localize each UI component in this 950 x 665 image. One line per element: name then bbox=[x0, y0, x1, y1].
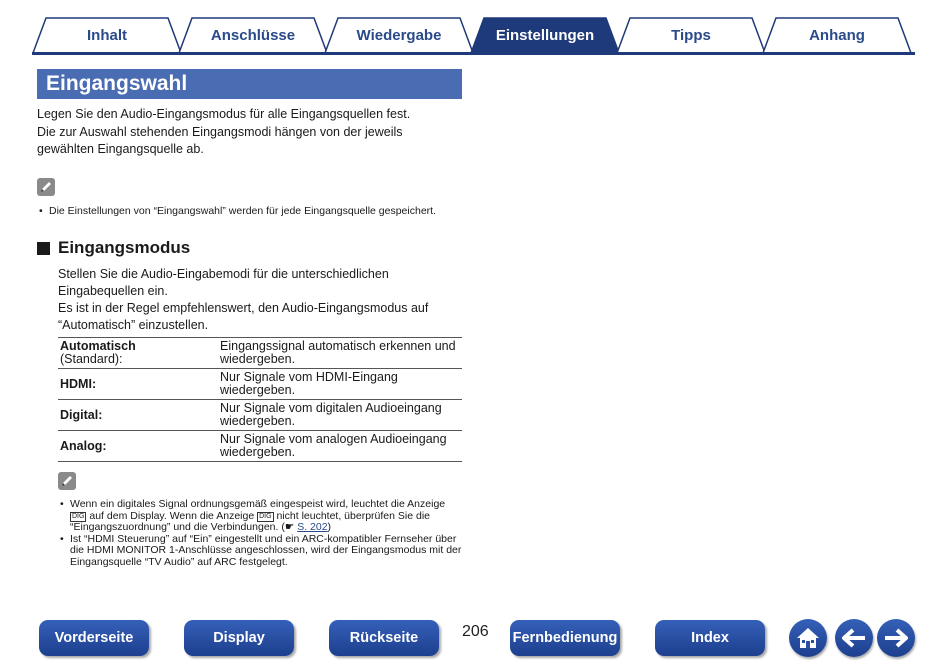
note-item: • Wenn ein digitales Signal ordnungsgemäß eingespeist wird, leuchtet die Anzeige DIG auf dem Display. Wenn die Anzeige DIG nicht leuchtet, überprüfen Sie die “Eingangszuordnung” und die Verbindungen. (☛ S. 202) bbox=[58, 499, 462, 534]
tab-label: Anschlüsse bbox=[210, 26, 296, 44]
note-text-part: auf dem Display. Wenn die Anzeige bbox=[89, 509, 255, 522]
note-text-part: nicht leuchtet, überprüfen Sie die “Eingangszuordnung” und die Verbindungen. bbox=[70, 509, 430, 533]
tab-label: Anhang bbox=[809, 26, 865, 44]
back-button[interactable] bbox=[835, 619, 873, 657]
arrow-right-icon bbox=[883, 628, 909, 648]
top-tab-bar bbox=[32, 17, 915, 55]
tab-einstellungen[interactable] bbox=[470, 17, 620, 53]
forward-button[interactable] bbox=[877, 619, 915, 657]
table-key-cell bbox=[58, 338, 218, 369]
dig-indicator-icon: DIG bbox=[259, 512, 272, 520]
tab-label: Einstellungen bbox=[495, 26, 595, 44]
note-text-part: Wenn ein digitales Signal ordnungsgemäß eingespeist wird, leuchtet die Anzeige bbox=[70, 498, 446, 510]
table-value-cell: Nur Signale vom digitalen Audioeingang wiedergeben. bbox=[218, 400, 462, 431]
mode-table bbox=[58, 337, 462, 462]
mode-name: HDMI: bbox=[60, 376, 97, 391]
tab-label: Tipps bbox=[671, 26, 711, 44]
table-row bbox=[58, 338, 462, 369]
page-number: 206 bbox=[462, 623, 489, 640]
page-reference-link[interactable]: S. 202 bbox=[297, 521, 328, 533]
section-body bbox=[58, 266, 462, 333]
note-list bbox=[37, 205, 462, 218]
mode-name: Digital: bbox=[60, 407, 103, 422]
note-block bbox=[58, 472, 462, 568]
table-row bbox=[58, 369, 462, 400]
intro-paragraph: Legen Sie den Audio-Eingangsmodus für alle Eingangsquellen fest. bbox=[37, 107, 411, 121]
home-icon bbox=[795, 626, 821, 650]
tab-anhang[interactable] bbox=[762, 17, 912, 53]
section-heading bbox=[37, 238, 462, 258]
note-item: • Ist “HDMI Steuerung” auf “Ein” eingestellt und ein ARC-kompatibler Fernseher über die HDMI MONITOR 1-Anschlüsse angeschlossen, wird der Eingangsmodus mit der Eingangsquelle “TV Audio” auf ARC festgelegt. bbox=[58, 534, 462, 569]
tab-wiedergabe[interactable] bbox=[324, 17, 474, 53]
tab-tipps[interactable] bbox=[616, 17, 766, 53]
pencil-icon bbox=[37, 178, 55, 196]
remote-control-button[interactable]: Fernbedienung bbox=[510, 620, 620, 656]
pointing-hand-icon: ☛ bbox=[284, 521, 295, 533]
main-content bbox=[37, 69, 462, 568]
note-list bbox=[58, 499, 462, 568]
mode-name: Analog: bbox=[60, 438, 107, 453]
pencil-icon bbox=[58, 472, 76, 490]
mode-name: Automatisch bbox=[60, 339, 136, 353]
tab-label: Inhalt bbox=[87, 26, 127, 44]
intro-text bbox=[37, 106, 462, 158]
square-bullet-icon bbox=[37, 242, 50, 255]
intro-paragraph: Die zur Auswahl stehenden Eingangsmodi hängen von der jeweils gewählten Eingangsquelle ab. bbox=[37, 125, 403, 156]
table-value-cell: Nur Signale vom analogen Audioeingang wiedergeben. bbox=[218, 431, 462, 462]
section-title: Eingangsmodus bbox=[58, 238, 191, 257]
tab-label: Wiedergabe bbox=[356, 26, 442, 44]
rear-panel-button[interactable]: Rückseite bbox=[329, 620, 439, 656]
section-paragraph: Stellen Sie die Audio-Eingabemodi für die unterschiedlichen Eingabequellen ein. bbox=[58, 267, 389, 298]
note-item: • Die Einstellungen von “Eingangswahl” werden für jede Eingangsquelle gespeichert. bbox=[37, 205, 462, 218]
dig-indicator-icon: DIG bbox=[72, 512, 85, 520]
mode-sub: (Standard): bbox=[60, 352, 123, 366]
table-row bbox=[58, 431, 462, 462]
page-title: Eingangswahl bbox=[37, 69, 462, 99]
table-key-cell bbox=[58, 431, 218, 462]
tab-inhalt[interactable] bbox=[32, 17, 182, 53]
table-value-cell: Nur Signale vom HDMI-Eingang wiedergeben. bbox=[218, 369, 462, 400]
front-panel-button[interactable]: Vorderseite bbox=[39, 620, 149, 656]
index-button[interactable]: Index bbox=[655, 620, 765, 656]
table-value-cell: Eingangssignal automatisch erkennen und wiedergeben. bbox=[218, 338, 462, 369]
home-button[interactable] bbox=[789, 619, 827, 657]
table-key-cell bbox=[58, 369, 218, 400]
display-button[interactable]: Display bbox=[184, 620, 294, 656]
note-block bbox=[37, 178, 462, 218]
table-row bbox=[58, 400, 462, 431]
tab-baseline bbox=[32, 52, 915, 55]
tab-anschluesse[interactable] bbox=[178, 17, 328, 53]
section-paragraph: Es ist in der Regel empfehlenswert, den Audio-Eingangsmodus auf “Automatisch” einzustellen. bbox=[58, 301, 429, 332]
arrow-left-icon bbox=[841, 628, 867, 648]
table-key-cell bbox=[58, 400, 218, 431]
